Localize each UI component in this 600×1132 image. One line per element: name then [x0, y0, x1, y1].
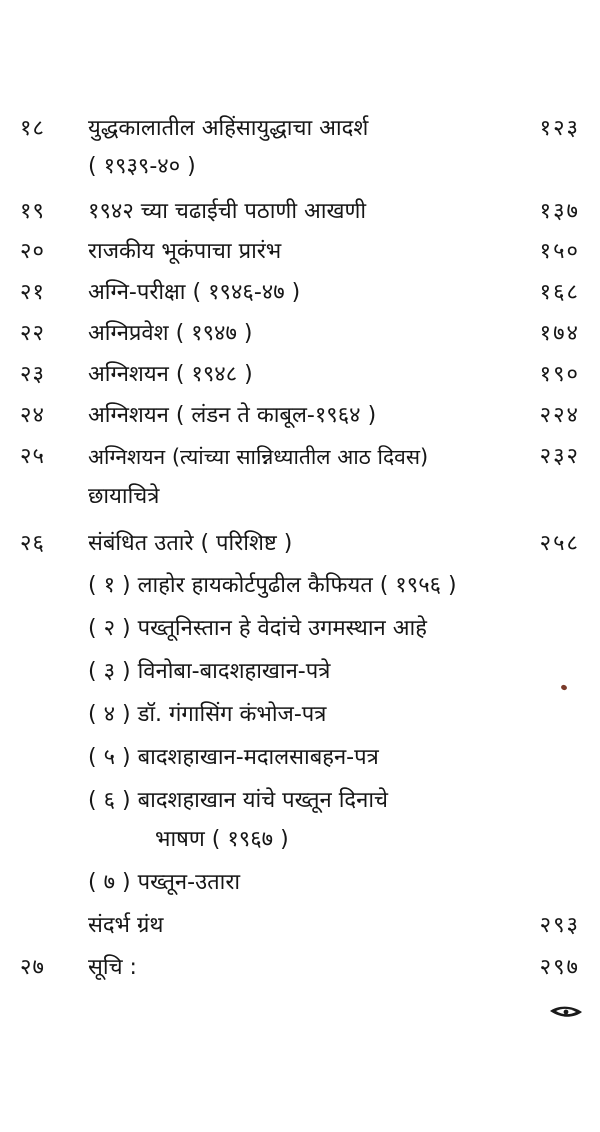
page-number: १५०: [539, 239, 580, 264]
chapter-title: अग्निशयन (त्यांच्या सान्निध्यातील आठ दिवस): [88, 445, 429, 469]
chapter-title: युद्धकालातील अहिंसायुद्धाचा आदर्श: [88, 116, 369, 141]
chapter-title: अग्निप्रवेश ( १९४७ ): [88, 321, 253, 346]
toc-entry-22: [0, 317, 600, 351]
appendix-item-text: ( ३ ) विनोबा-बादशहाखान-पत्रे: [88, 659, 331, 684]
chapter-title: अग्निशयन ( १९४८ ): [88, 362, 253, 387]
page-number: १६८: [539, 280, 580, 305]
page-number: १२३: [539, 116, 580, 141]
toc-entry-27: [0, 951, 600, 985]
chapter-title: सूचि :: [88, 955, 137, 980]
appendix-item: [0, 866, 600, 900]
chapter-title: संबंधित उतारे ( परिशिष्ट ): [88, 531, 293, 556]
page-number: २९३: [539, 913, 580, 938]
chapter-number: २१: [20, 280, 45, 305]
chapter-number: १९: [20, 199, 45, 224]
page-number: १३७: [539, 199, 580, 224]
appendix-item-text: भाषण ( १९६७ ): [155, 827, 289, 852]
appendix-item-text: ( ५ ) बादशहाखान-मदालसाबहन-पत्र: [88, 745, 379, 770]
appendix-item-text: ( ४ ) डॉ. गंगासिंग कंभोज-पत्र: [88, 702, 327, 727]
appendix-item: [0, 698, 600, 732]
chapter-number: २२: [20, 321, 45, 346]
chapter-title: राजकीय भूकंपाचा प्रारंभ: [88, 239, 282, 264]
chapter-number: २७: [20, 955, 45, 980]
page-number: १७४: [539, 321, 580, 346]
appendix-item-text: ( १ ) लाहोर हायकोर्टपुढील कैफियत ( १९५६ ): [88, 573, 457, 598]
chapter-number: २४: [20, 403, 45, 428]
appendix-item-text: ( ६ ) बादशहाखान यांचे पख्तून दिनाचे: [88, 788, 388, 813]
chapter-number: २३: [20, 362, 45, 387]
page-number: २९७: [539, 955, 580, 980]
toc-entry-21: [0, 276, 600, 310]
toc-entry-18-continuation: [0, 150, 600, 184]
appendix-item: [0, 655, 600, 689]
chapter-number: २६: [20, 531, 45, 556]
toc-entry-23: [0, 358, 600, 392]
appendix-item-text: ( ७ ) पख्तून-उतारा: [88, 870, 241, 895]
chapter-number: १८: [20, 116, 45, 141]
chapter-title: ( १९३९-४० ): [88, 154, 196, 179]
chapter-title: छायाचित्रे: [88, 484, 160, 509]
chapter-title: अग्नि-परीक्षा ( १९४६-४७ ): [88, 280, 301, 305]
references-title: संदर्भ ग्रंथ: [88, 913, 164, 938]
chapter-title: १९४२ च्या चढाईची पठाणी आखणी: [88, 199, 367, 224]
chapter-number: २०: [20, 239, 45, 264]
toc-entry-19: [0, 195, 600, 229]
page-number: २३२: [539, 444, 580, 469]
toc-entry-24: [0, 399, 600, 433]
toc-references: [0, 909, 600, 943]
chapter-number: २५: [20, 444, 45, 469]
chapter-title: अग्निशयन ( लंडन ते काबूल-१९६४ ): [88, 403, 377, 428]
end-ornament-icon: [548, 1003, 584, 1023]
appendix-item: [0, 612, 600, 646]
toc-entry-26: [0, 527, 600, 561]
page-number: १९०: [539, 362, 580, 387]
appendix-item: [0, 741, 600, 775]
appendix-item-text: ( २ ) पख्तूनिस्तान हे वेदांचे उगमस्थान आहे: [88, 616, 427, 641]
appendix-item: [0, 569, 600, 603]
appendix-item-continuation: [0, 823, 600, 857]
toc-entry-18: [0, 112, 600, 146]
toc-entry-25: [0, 440, 600, 474]
page-number: २५८: [539, 531, 580, 556]
toc-entry-20: [0, 235, 600, 269]
appendix-item: [0, 784, 600, 818]
toc-photos: [0, 480, 600, 514]
page-number: २२४: [539, 403, 580, 428]
